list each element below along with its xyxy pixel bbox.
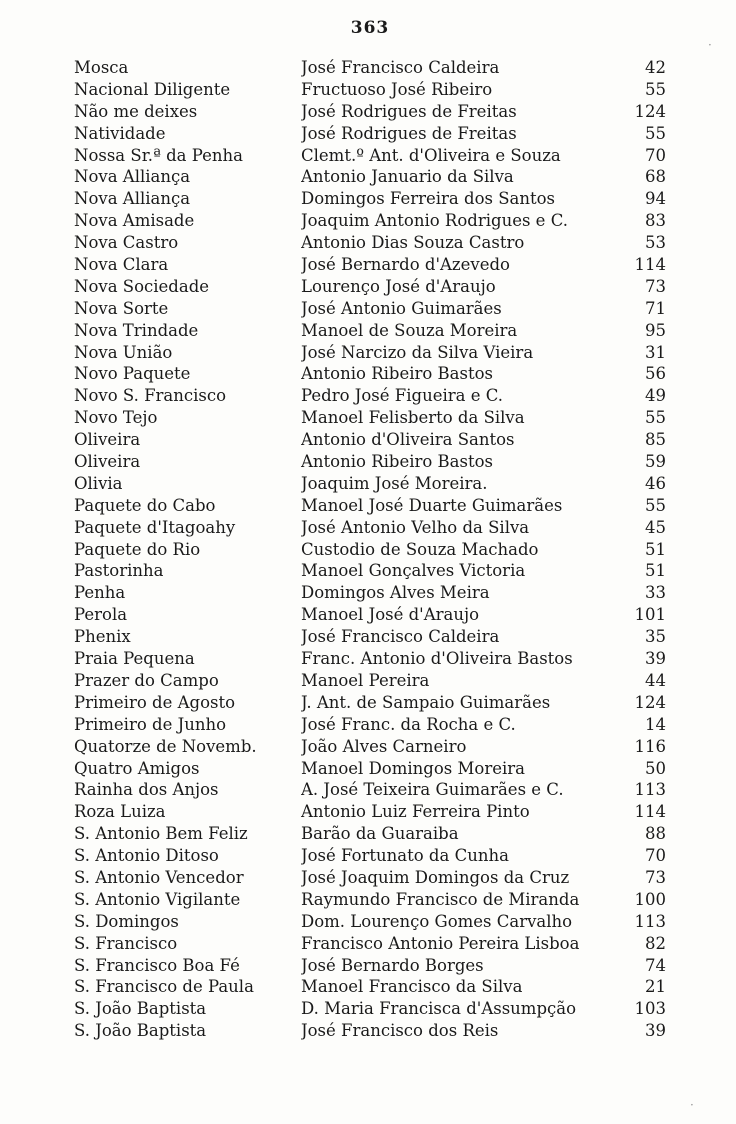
tonnage: 55: [645, 495, 666, 515]
tonnage: 70: [645, 145, 666, 165]
owner-name: Antonio Ribeiro Bastos: [301, 452, 494, 472]
owner-name: Manoel José Duarte Guimarães: [301, 495, 563, 515]
ship-name: Paquete do Rio: [74, 539, 201, 559]
ship-name: Paquete do Cabo: [74, 495, 216, 515]
ship-name: Novo S. Francisco: [74, 386, 227, 406]
ship-name: Nossa Sr.ª da Penha: [74, 145, 243, 165]
ship-name: S. Antonio Bem Feliz: [74, 824, 248, 844]
register-row: [0, 254, 736, 276]
register-row: [0, 823, 736, 845]
ship-name: S. Francisco Boa Fé: [74, 955, 240, 975]
register-row: [0, 933, 736, 955]
tonnage: 55: [645, 408, 666, 428]
register-row: [0, 955, 736, 977]
register-row: [0, 604, 736, 626]
tonnage: 74: [645, 955, 666, 975]
ship-name: Não me deixes: [74, 101, 198, 121]
owner-name: José Antonio Velho da Silva: [301, 517, 530, 537]
owner-name: João Alves Carneiro: [301, 736, 467, 756]
tonnage: 68: [645, 167, 666, 187]
owner-name: José Francisco Caldeira: [301, 58, 500, 77]
ship-name: S. Antonio Ditoso: [74, 846, 219, 866]
margin-speck: ·: [690, 1098, 694, 1112]
owner-name: Domingos Alves Meira: [301, 583, 490, 603]
register-row: [0, 320, 736, 342]
owner-name: Dom. Lourenço Gomes Carvalho: [301, 911, 573, 931]
register-row: [0, 298, 736, 320]
tonnage: 103: [634, 999, 666, 1019]
tonnage: 73: [645, 867, 666, 887]
tonnage: 50: [645, 758, 666, 778]
tonnage: 59: [645, 452, 666, 472]
owner-name: Manoel Felisberto da Silva: [301, 408, 525, 428]
register-row: [0, 976, 736, 998]
owner-name: Manoel Gonçalves Victoria: [301, 561, 526, 581]
register-row: [0, 670, 736, 692]
ship-name: Mosca: [74, 58, 129, 77]
ship-name: Nova Castro: [74, 233, 179, 253]
register-row: [0, 867, 736, 889]
register-row: [0, 385, 736, 407]
tonnage: 124: [634, 692, 666, 712]
tonnage: 39: [645, 649, 666, 669]
ship-name: S. Francisco de Paula: [74, 977, 254, 997]
owner-name: A. José Teixeira Guimarães e C.: [301, 780, 564, 800]
ship-name: Quatorze de Novemb.: [74, 736, 257, 756]
tonnage: 53: [645, 233, 666, 253]
ship-name: Nova Alliança: [74, 189, 191, 209]
page-number: 363: [350, 18, 390, 38]
register-row: [0, 342, 736, 364]
tonnage: 70: [645, 846, 666, 866]
register-row: [0, 1020, 736, 1042]
tonnage: 35: [645, 627, 666, 647]
tonnage: 14: [645, 714, 666, 734]
register-row: [0, 123, 736, 145]
register-row: [0, 889, 736, 911]
register-row: [0, 79, 736, 101]
owner-name: José Francisco dos Reis: [301, 1021, 499, 1041]
owner-name: D. Maria Francisca d'Assumpção: [301, 999, 577, 1019]
owner-name: Joaquim Antonio Rodrigues e C.: [301, 211, 568, 231]
ship-name: Nova Trindade: [74, 320, 199, 340]
owner-name: José Bernardo d'Azevedo: [301, 255, 510, 275]
register-row: [0, 276, 736, 298]
tonnage: 55: [645, 123, 666, 143]
ship-name: Paquete d'Itagoahy: [74, 517, 236, 537]
owner-name: José Rodrigues de Freitas: [301, 101, 517, 121]
register-row: [0, 495, 736, 517]
ship-name: Natividade: [74, 123, 166, 143]
tonnage: 73: [645, 276, 666, 296]
ship-name: Rainha dos Anjos: [74, 780, 219, 800]
register-row: [0, 692, 736, 714]
owner-name: José Narcizo da Silva Vieira: [301, 342, 534, 362]
ship-name: Pastorinha: [74, 561, 164, 581]
register-row: [0, 758, 736, 780]
register-row: [0, 473, 736, 495]
tonnage: 39: [645, 1021, 666, 1041]
tonnage: 114: [634, 802, 666, 822]
register-row: [0, 582, 736, 604]
register-row: [0, 736, 736, 758]
ship-name: Nova Sociedade: [74, 276, 210, 296]
tonnage: 113: [634, 780, 666, 800]
tonnage: 88: [645, 824, 666, 844]
ship-name: S. Antonio Vencedor: [74, 867, 244, 887]
register-row: [0, 911, 736, 933]
ship-name: Nova Alliança: [74, 167, 191, 187]
register-row: [0, 517, 736, 539]
owner-name: J. Ant. de Sampaio Guimarães: [301, 692, 551, 712]
tonnage: 101: [634, 605, 666, 625]
owner-name: Manoel Pereira: [301, 670, 430, 690]
owner-name: Antonio d'Oliveira Santos: [301, 430, 515, 450]
owner-name: José Francisco Caldeira: [301, 627, 500, 647]
ship-name: S. João Baptista: [74, 999, 207, 1019]
ship-name: Quatro Amigos: [74, 758, 200, 778]
register-row: [0, 451, 736, 473]
ship-name: Nova Sorte: [74, 298, 169, 318]
margin-speck: ·: [708, 38, 712, 52]
owner-name: José Rodrigues de Freitas: [301, 123, 517, 143]
ship-name: Penha: [74, 583, 126, 603]
ship-name: Oliveira: [74, 452, 141, 472]
register-row: [0, 539, 736, 561]
owner-name: Pedro José Figueira e C.: [301, 386, 503, 406]
owner-name: Manoel José d'Araujo: [301, 605, 480, 625]
tonnage: 49: [645, 386, 666, 406]
register-row: [0, 363, 736, 385]
register-row: [0, 210, 736, 232]
tonnage: 44: [645, 670, 666, 690]
owner-name: Lourenço José d'Araujo: [301, 276, 496, 296]
ship-name: Prazer do Campo: [74, 670, 219, 690]
tonnage: 51: [645, 539, 666, 559]
ship-name: S. Domingos: [74, 911, 179, 931]
register-row: [0, 648, 736, 670]
tonnage: 42: [645, 58, 666, 77]
tonnage: 124: [634, 101, 666, 121]
owner-name: Antonio Januario da Silva: [301, 167, 514, 187]
tonnage: 33: [645, 583, 666, 603]
ship-name: Roza Luiza: [74, 802, 166, 822]
register-row: [0, 845, 736, 867]
register-row: [0, 166, 736, 188]
ship-name: Oliveira: [74, 430, 141, 450]
register-row: [0, 560, 736, 582]
register-row: [0, 407, 736, 429]
ship-name: Primeiro de Agosto: [74, 692, 236, 712]
register-row: [0, 626, 736, 648]
owner-name: Barão da Guaraiba: [301, 824, 459, 844]
register-row: [0, 57, 736, 79]
owner-name: Custodio de Souza Machado: [301, 539, 539, 559]
tonnage: 55: [645, 79, 666, 99]
register-row: [0, 714, 736, 736]
register-row: [0, 145, 736, 167]
ship-name: S. Antonio Vigilante: [74, 889, 241, 909]
owner-name: Franc. Antonio d'Oliveira Bastos: [301, 649, 573, 669]
ship-name: Olivia: [74, 473, 123, 493]
register-row: [0, 101, 736, 123]
register-row: [0, 998, 736, 1020]
tonnage: 31: [645, 342, 666, 362]
owner-name: José Franc. da Rocha e C.: [301, 714, 516, 734]
tonnage: 46: [645, 473, 666, 493]
owner-name: Clemt.º Ant. d'Oliveira e Souza: [301, 145, 561, 165]
ship-name: Novo Paquete: [74, 364, 191, 384]
register-row: [0, 188, 736, 210]
tonnage: 51: [645, 561, 666, 581]
tonnage: 114: [634, 255, 666, 275]
ship-name: Primeiro de Junho: [74, 714, 227, 734]
owner-name: Manoel Francisco da Silva: [301, 977, 523, 997]
tonnage: 113: [634, 911, 666, 931]
tonnage: 100: [634, 889, 666, 909]
tonnage: 45: [645, 517, 666, 537]
owner-name: Antonio Luiz Ferreira Pinto: [301, 802, 530, 822]
ship-name: Praia Pequena: [74, 649, 195, 669]
tonnage: 95: [645, 320, 666, 340]
owner-name: José Joaquim Domingos da Cruz: [301, 867, 570, 887]
owner-name: Francisco Antonio Pereira Lisboa: [301, 933, 580, 953]
tonnage: 56: [645, 364, 666, 384]
register-row: [0, 779, 736, 801]
owner-name: José Bernardo Borges: [301, 955, 484, 975]
register-row: [0, 232, 736, 254]
owner-name: José Fortunato da Cunha: [301, 846, 509, 866]
owner-name: Domingos Ferreira dos Santos: [301, 189, 556, 209]
ship-name: Nacional Diligente: [74, 79, 231, 99]
owner-name: Antonio Dias Souza Castro: [301, 233, 525, 253]
ship-name: S. João Baptista: [74, 1021, 207, 1041]
ship-name: Perola: [74, 605, 128, 625]
ship-name: Nova Amisade: [74, 211, 195, 231]
ship-name: Phenix: [74, 627, 131, 647]
ship-name: Novo Tejo: [74, 408, 158, 428]
owner-name: Raymundo Francisco de Miranda: [301, 889, 580, 909]
owner-name: Fructuoso José Ribeiro: [301, 79, 493, 99]
tonnage: 82: [645, 933, 666, 953]
ship-name: Nova União: [74, 342, 173, 362]
tonnage: 94: [645, 189, 666, 209]
owner-name: Antonio Ribeiro Bastos: [301, 364, 494, 384]
owner-name: Joaquim José Moreira.: [301, 473, 488, 493]
ship-register-list: [0, 57, 736, 1042]
owner-name: José Antonio Guimarães: [301, 298, 502, 318]
register-row: [0, 429, 736, 451]
tonnage: 85: [645, 430, 666, 450]
ship-name: Nova Clara: [74, 255, 169, 275]
owner-name: Manoel de Souza Moreira: [301, 320, 518, 340]
owner-name: Manoel Domingos Moreira: [301, 758, 525, 778]
register-row: [0, 801, 736, 823]
tonnage: 83: [645, 211, 666, 231]
tonnage: 116: [634, 736, 666, 756]
tonnage: 21: [645, 977, 666, 997]
ship-name: S. Francisco: [74, 933, 178, 953]
tonnage: 71: [645, 298, 666, 318]
